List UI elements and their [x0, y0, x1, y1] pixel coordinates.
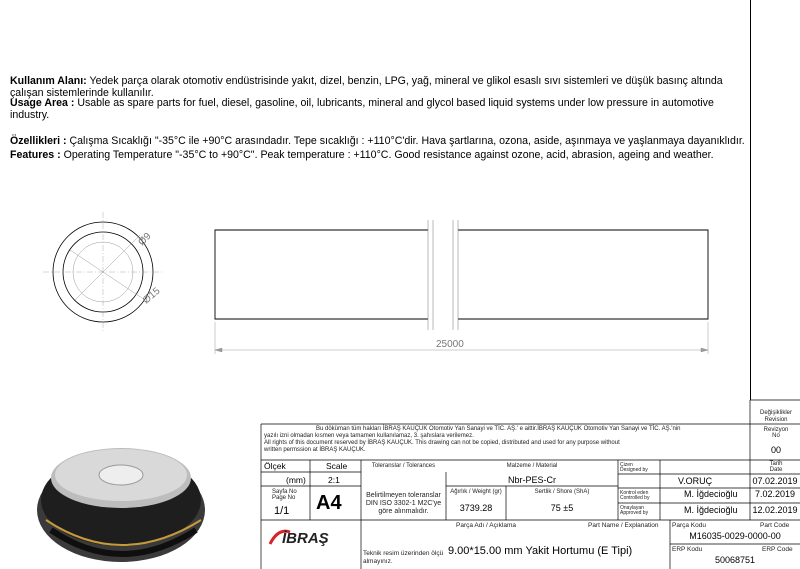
designed-date: 07.02.2019 [752, 476, 798, 486]
paper-size: A4 [316, 492, 342, 514]
revision-no-label-en: No [772, 433, 780, 439]
material-label: Malzeme / Material [506, 463, 558, 469]
part-name: 9.00*15.00 mm Yakit Hortumu (E Tipi) [448, 545, 633, 557]
designed-label-en: Designed by [620, 467, 648, 473]
material-value: Nbr-PES-Cr [507, 475, 556, 485]
scale-label-tr: Ölçek [264, 461, 286, 471]
tolerance-text-1: Belirtilmeyen toleranslar [366, 492, 441, 499]
approved-date: 12.02.2019 [752, 505, 798, 515]
tolerance-text-2: DIN ISO 3302-1 M2C'ye [365, 500, 442, 507]
approved-by: M. İğdecioğlu [684, 505, 738, 515]
hardness-value: 75 ±5 [550, 503, 574, 513]
controlled-label-en: Controlled by [620, 495, 650, 501]
designed-label-tr: Çizen [620, 462, 633, 468]
revision-header-tr: Değişiklikler [759, 410, 792, 416]
svg-text:İBRAŞ: İBRAŞ [282, 530, 329, 547]
date-label-en: Date [769, 467, 783, 473]
copyright-tr-line1: Bu döküman tüm hakları İBRAŞ KAUÇUK Otomotiv Yan Sanayi ve TİC. AŞ.' e aittir.İBRAŞ KAUÇUK Otomotiv Yan Sanayi ve TİC. AŞ.'nin [316, 426, 681, 432]
ibras-logo [268, 526, 348, 548]
dia-leader-outer [70, 250, 145, 300]
outer-circle [53, 222, 153, 322]
controlled-by: M. İğdecioğlu [684, 489, 738, 499]
inner-circle [63, 232, 143, 312]
scale-value: 2:1 [328, 475, 340, 485]
part-code-label-en: Part Code [760, 522, 790, 529]
part-code-label-tr: Parça Kodu [672, 522, 706, 529]
length-label: 25000 [436, 339, 464, 350]
revision-no-label-tr: Revizyon [763, 427, 789, 433]
revision-no: 00 [770, 445, 781, 455]
usage-area-tr: Kullanım Alanı: Yedek parça olarak otomotiv endüstrisinde yakıt, dizel, benzin, LPG, yağ, mineral ve glikol esaslı sıvı sistemleri ve düşük basınç altında çalışan sistemlerinde kullanılır. [10, 75, 723, 99]
date-label-tr: Tarih [769, 461, 783, 467]
controlled-date: 7.02.2019 [754, 489, 796, 499]
unit: (mm) [286, 475, 306, 485]
product-photo [26, 430, 216, 566]
inner-diameter-label: Ø9 [136, 230, 154, 249]
hardness-label: Sertlik / Shore (ShA) [534, 489, 590, 495]
measure-note-1: Teknik resim üzerinden ölçü [363, 550, 444, 557]
part-name-label-tr: Parça Adı / Açıklama [456, 522, 516, 529]
bore-circle [73, 242, 133, 302]
features-en: Features : Operating Temperature "-35°C to +90°C". Peak temperature : +110°C. Good resistance against ozone, acid, abrasion, ageing and weather. [10, 149, 714, 161]
part-code: M16035-0029-0000-00 [689, 531, 781, 541]
weight-value: 3739.28 [459, 503, 493, 513]
copyright-tr-line2: yazılı izni olmadan kısmen veya tamamen kullanılamaz, 3. şahıslara verilemez. [264, 433, 474, 439]
erp-label-en: ERP Code [762, 546, 793, 553]
weight-label: Ağırlık / Weight (gr) [450, 489, 502, 495]
approved-label-en: Approved by [620, 510, 649, 516]
sheet-border [750, 0, 751, 400]
length-dimension [215, 322, 708, 354]
features-tr: Özellikleri : Çalışma Sıcaklığı "-35°C ile +90°C arasındadır. Tepe sıcaklığı : +110°C'dir. Hava şartlarına, ozona, aside, aşınmaya ve yaşlanmaya dayanıklıdır. [10, 135, 745, 147]
copyright-en-line1: All rights of this document reserved by İBRAŞ KAUÇUK. This drawing can not be copied, distributed and used for any purpose without [264, 440, 620, 446]
page-label-en: Page No [272, 495, 296, 501]
usage-area-en: Usage Area : Usable as spare parts for fuel, diesel, gasoline, oil, lubricants, mineral and glycol based liquid systems under low pressure in automotive industry. [10, 97, 714, 121]
erp-code: 50068751 [714, 555, 756, 565]
copyright-en-line2: written permssion at İBRAŞ KAUÇUK. [264, 447, 366, 453]
measure-note-2: almayınız. [363, 558, 393, 565]
tolerance-label: Toleranslar / Tolerances [371, 463, 436, 469]
break-lines [428, 220, 458, 330]
hose-cross-section [43, 212, 163, 332]
part-name-label-en: Part Name / Explanation [588, 522, 659, 529]
dia-leader-inner [75, 235, 140, 300]
tolerance-text-3: göre alınmalıdır. [378, 508, 429, 515]
outer-diameter-label: Ø15 [140, 285, 163, 307]
page-label-tr: Sayfa No [272, 489, 297, 495]
page-value: 1/1 [274, 505, 290, 517]
hose-side-view [215, 230, 708, 319]
scale-label-en: Scale [326, 461, 348, 471]
revision-header-en: Revision [764, 417, 788, 423]
designed-by: V.ORUÇ [678, 476, 713, 486]
approved-label-tr: Onaylayan [620, 505, 644, 511]
controlled-label-tr: Kontrol eden [620, 490, 649, 496]
erp-label-tr: ERP Kodu [672, 546, 703, 553]
